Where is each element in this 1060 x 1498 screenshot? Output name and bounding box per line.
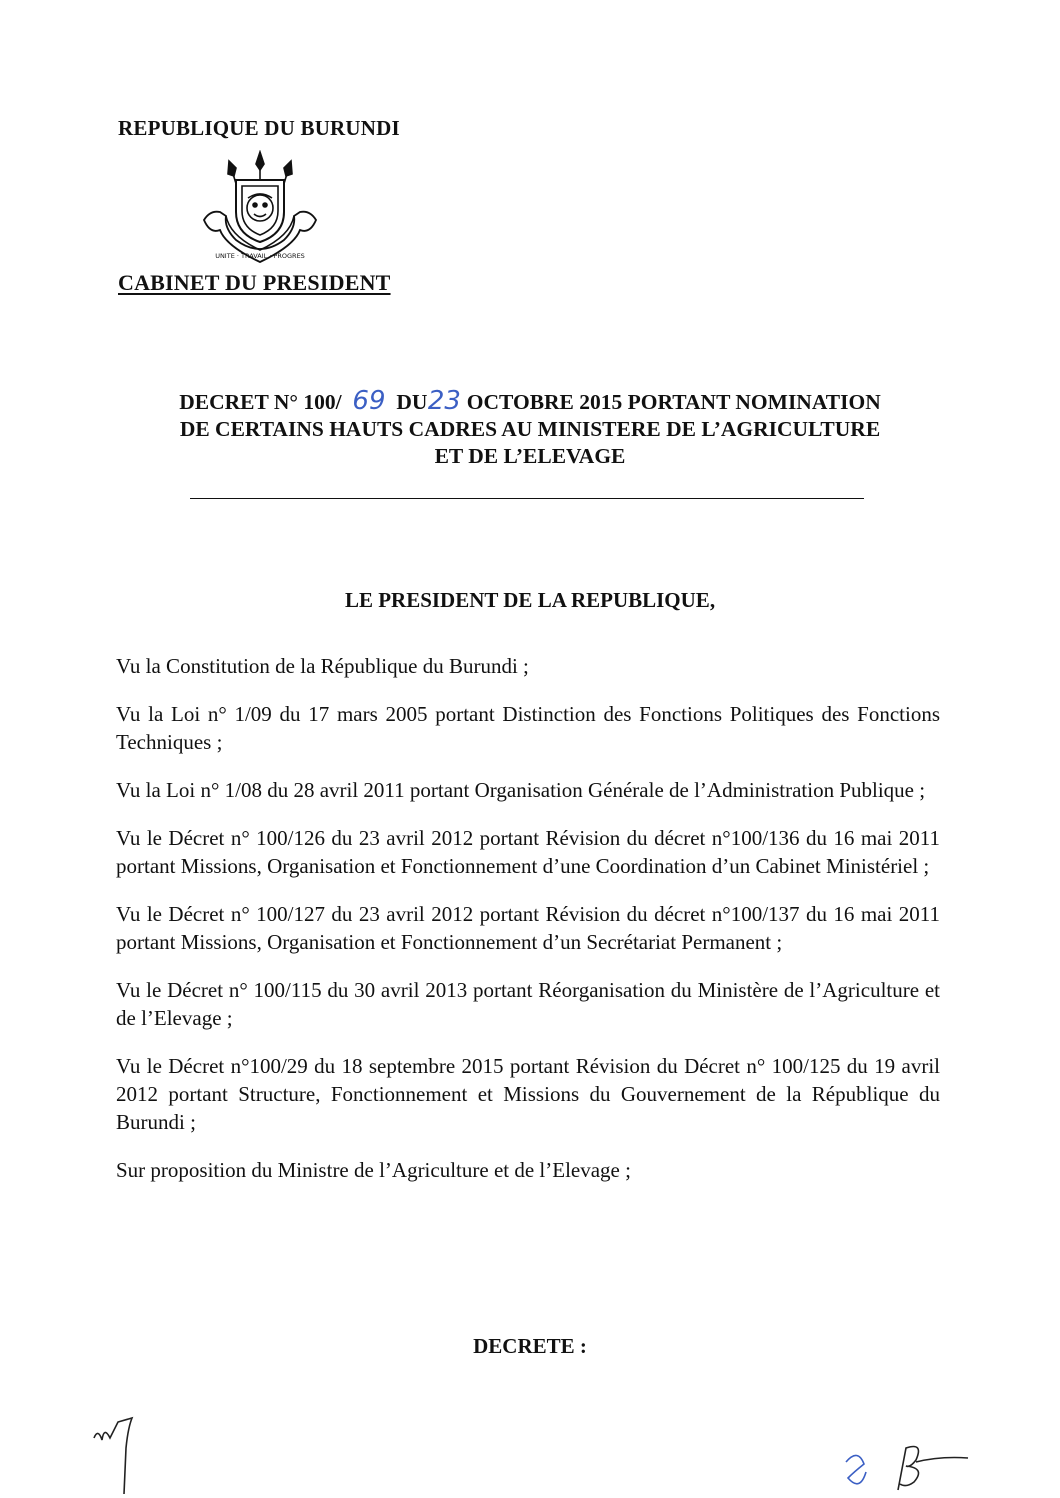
decree-title-line1-rest: OCTOBRE 2015 PORTANT NOMINATION — [466, 390, 881, 414]
visa-paragraph: Vu la Loi n° 1/08 du 28 avril 2011 portant Organisation Générale de l’Administration Publique ; — [116, 778, 926, 802]
visa-paragraph: Vu la Constitution de la République du Burundi ; — [116, 654, 529, 678]
decree-title-line3: ET DE L’ELEVAGE — [434, 444, 626, 468]
burundi-coat-of-arms-icon — [196, 150, 324, 270]
visa-paragraph: Vu la Loi n° 1/09 du 17 mars 2005 portant Distinction des Fonctions Politiques des Fonctions Techniques ; — [116, 702, 940, 754]
decree-title-line2: DE CERTAINS HAUTS CADRES AU MINISTERE DE L’AGRICULTURE — [179, 417, 881, 441]
president-heading: LE PRESIDENT DE LA REPUBLIQUE, — [344, 588, 716, 612]
decree-du: DU — [396, 390, 428, 414]
visa-paragraph: Vu le Décret n° 100/126 du 23 avril 2012 portant Révision du décret n°100/136 du 16 mai 2011 portant Missions, Organisation et Fonctionnement d’une Coordination d’un Cabinet Ministériel ; — [116, 826, 940, 878]
visa-paragraph: Vu le Décret n°100/29 du 18 septembre 2015 portant Révision du Décret n° 100/125 du 19 avril 2012 portant Structure, Fonctionnement et Missions du Gouvernement de la République du Burundi ; — [116, 1054, 940, 1134]
handwritten-decree-number: 69 — [352, 386, 386, 416]
proposal-paragraph: Sur proposition du Ministre de l’Agriculture et de l’Elevage ; — [116, 1158, 631, 1182]
title-divider — [190, 498, 864, 499]
visa-paragraph: Vu le Décret n° 100/115 du 30 avril 2013 portant Réorganisation du Ministère de l’Agriculture et de l’Elevage ; — [116, 978, 940, 1030]
handwritten-day: 23 — [427, 386, 461, 416]
handwritten-signature-mark — [840, 1442, 980, 1497]
handwritten-initials-mark — [88, 1408, 148, 1498]
decree-number-prefix: DECRET N° 100/ — [179, 390, 342, 414]
visas-section — [116, 652, 940, 1204]
visa-paragraph: Vu le Décret n° 100/127 du 23 avril 2012 portant Révision du décret n°100/137 du 16 mai 2011 portant Missions, Organisation et Fonctionnement d’un Secrétariat Permanent ; — [116, 902, 940, 954]
republic-header: REPUBLIQUE DU BURUNDI — [118, 116, 400, 140]
decrete-heading: DECRETE : — [473, 1334, 587, 1358]
decree-title — [110, 388, 950, 470]
cabinet-header: CABINET DU PRESIDENT — [118, 270, 391, 295]
svg-text:UNITE · TRAVAIL · PROGRES: UNITE · TRAVAIL · PROGRES — [215, 252, 305, 260]
